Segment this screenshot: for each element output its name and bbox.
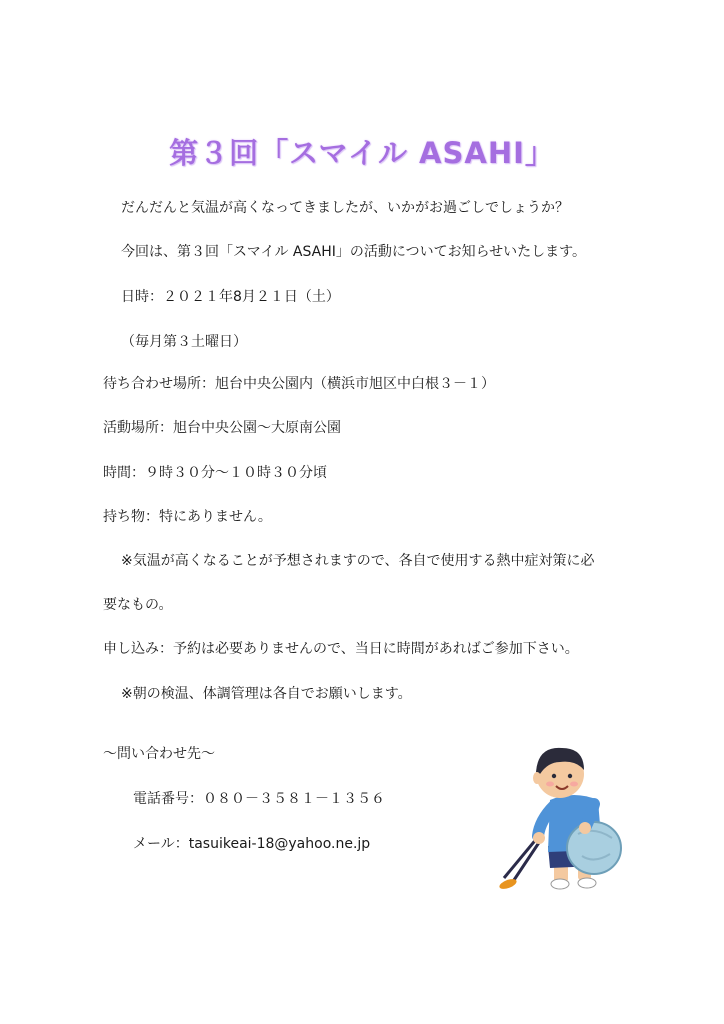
- time-text: 時間：９時３０分～１０時３０分頃: [103, 465, 327, 481]
- intro-text: 今回は、第３回「スマイル ASAHI」の活動についてお知らせいたします。: [121, 244, 587, 260]
- belongings-text: 持ち物：特にありません。: [103, 509, 272, 525]
- date-note-text: （毎月第３土曜日）: [121, 334, 247, 350]
- boy-picking-up-trash-icon: [494, 738, 634, 893]
- note-health-text: ※朝の検温、体調管理は各自でお願いします。: [121, 686, 412, 702]
- meeting-place-text: 待ち合わせ場所：旭台中央公園内（横浜市旭区中白根３－１）: [103, 376, 495, 392]
- contact-phone: 電話番号：０８０－３５８１－１３５６: [133, 791, 385, 807]
- note-heatstroke-line2: 要なもの。: [103, 597, 173, 613]
- contact-email: メール：tasuikeai-18@yahoo.ne.jp: [133, 836, 371, 852]
- note-heatstroke-line1: ※気温が高くなることが予想されますので、各自で使用する熱中症対策に必: [121, 553, 595, 569]
- activity-place-text: 活動場所：旭台中央公園～大原南公園: [103, 420, 341, 436]
- greeting-text: だんだんと気温が高くなってきましたが、いかがお過ごしでしょうか？: [121, 200, 569, 216]
- contact-heading: ～問い合わせ先～: [103, 746, 215, 762]
- application-text: 申し込み：予約は必要ありませんので、当日に時間があればご参加下さい。: [103, 641, 579, 657]
- page-title: 第３回「スマイル ASAHI」: [169, 136, 555, 170]
- date-text: 日時：２０２１年8月２１日（土）: [121, 289, 340, 305]
